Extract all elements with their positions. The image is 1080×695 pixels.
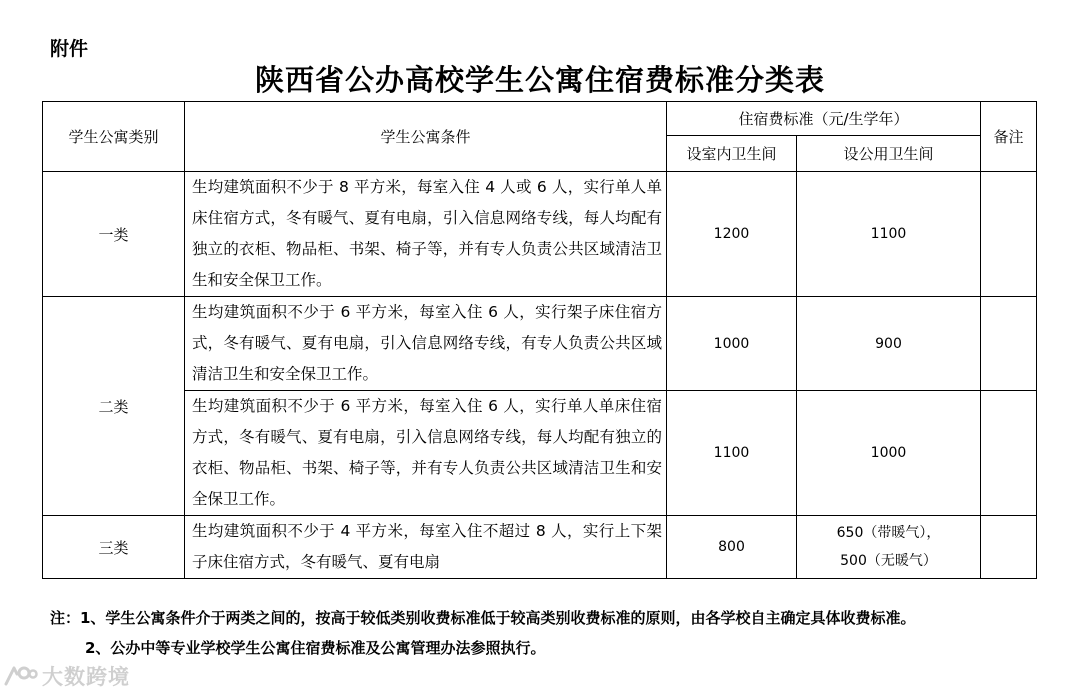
public-fee-heated: 650（带暖气）， (836, 525, 941, 541)
remark-cell (981, 172, 1037, 297)
public-fee-cell (797, 516, 981, 579)
table-row (43, 391, 1037, 516)
header-remark: 备注 (981, 102, 1037, 172)
attachment-label: 附件 (50, 38, 89, 60)
remark-cell (981, 297, 1037, 391)
indoor-fee-cell: 1200 (667, 172, 797, 297)
condition-cell: 生均建筑面积不少于 6 平方米，每室入住 6 人，实行架子床住宿方式，冬有暖气、夏有电扇，引入信息网络专线，有专人负责公共区域清洁卫生和安全保卫工作。 (185, 297, 667, 391)
watermark-logo-icon (4, 664, 38, 688)
watermark (4, 660, 130, 692)
category-cell: 一类 (43, 172, 185, 297)
category-cell: 三类 (43, 516, 185, 579)
table-header-row (43, 102, 1037, 136)
note-1: 注：1、学生公寓条件介于两类之间的，按高于较低类别收费标准低于较高类别收费标准的原则，由各学校自主确定具体收费标准。 (50, 609, 916, 627)
remark-cell (981, 391, 1037, 516)
table-row (43, 297, 1037, 391)
header-public-bath: 设公用卫生间 (797, 136, 981, 172)
public-fee-cell: 1100 (797, 172, 981, 297)
indoor-fee-cell: 1100 (667, 391, 797, 516)
table-row (43, 172, 1037, 297)
watermark-text: 大数跨境 (42, 665, 130, 689)
note-2: 2、公办中等专业学校学生公寓住宿费标准及公寓管理办法参照执行。 (85, 639, 546, 657)
indoor-fee-cell: 800 (667, 516, 797, 579)
header-fee-group: 住宿费标准（元/生学年） (667, 102, 981, 136)
indoor-fee-cell: 1000 (667, 297, 797, 391)
public-fee-cell: 1000 (797, 391, 981, 516)
condition-cell: 生均建筑面积不少于 6 平方米，每室入住 6 人，实行单人单床住宿方式，冬有暖气、夏有电扇，引入信息网络专线，每人均配有独立的衣柜、物品柜、书架、椅子等，并有专人负责公共区域清洁卫生和安全保卫工作。 (185, 391, 667, 516)
table-row (43, 516, 1037, 579)
remark-cell (981, 516, 1037, 579)
condition-cell: 生均建筑面积不少于 8 平方米，每室入住 4 人或 6 人，实行单人单床住宿方式，冬有暖气、夏有电扇，引入信息网络专线，每人均配有独立的衣柜、物品柜、书架、椅子等，并有专人负责公共区域清洁卫生和安全保卫工作。 (185, 172, 667, 297)
header-category: 学生公寓类别 (43, 102, 185, 172)
header-condition: 学生公寓条件 (185, 102, 667, 172)
fee-standard-table (42, 101, 1037, 579)
notes-section (50, 603, 915, 663)
header-indoor-bath: 设室内卫生间 (667, 136, 797, 172)
category-cell: 二类 (43, 297, 185, 516)
condition-cell: 生均建筑面积不少于 4 平方米，每室入住不超过 8 人，实行上下架子床住宿方式，冬有暖气、夏有电扇 (185, 516, 667, 579)
public-fee-cell: 900 (797, 297, 981, 391)
public-fee-unheated: 500（无暖气） (840, 553, 937, 569)
document-title: 陕西省公办高校学生公寓住宿费标准分类表 (254, 63, 825, 97)
